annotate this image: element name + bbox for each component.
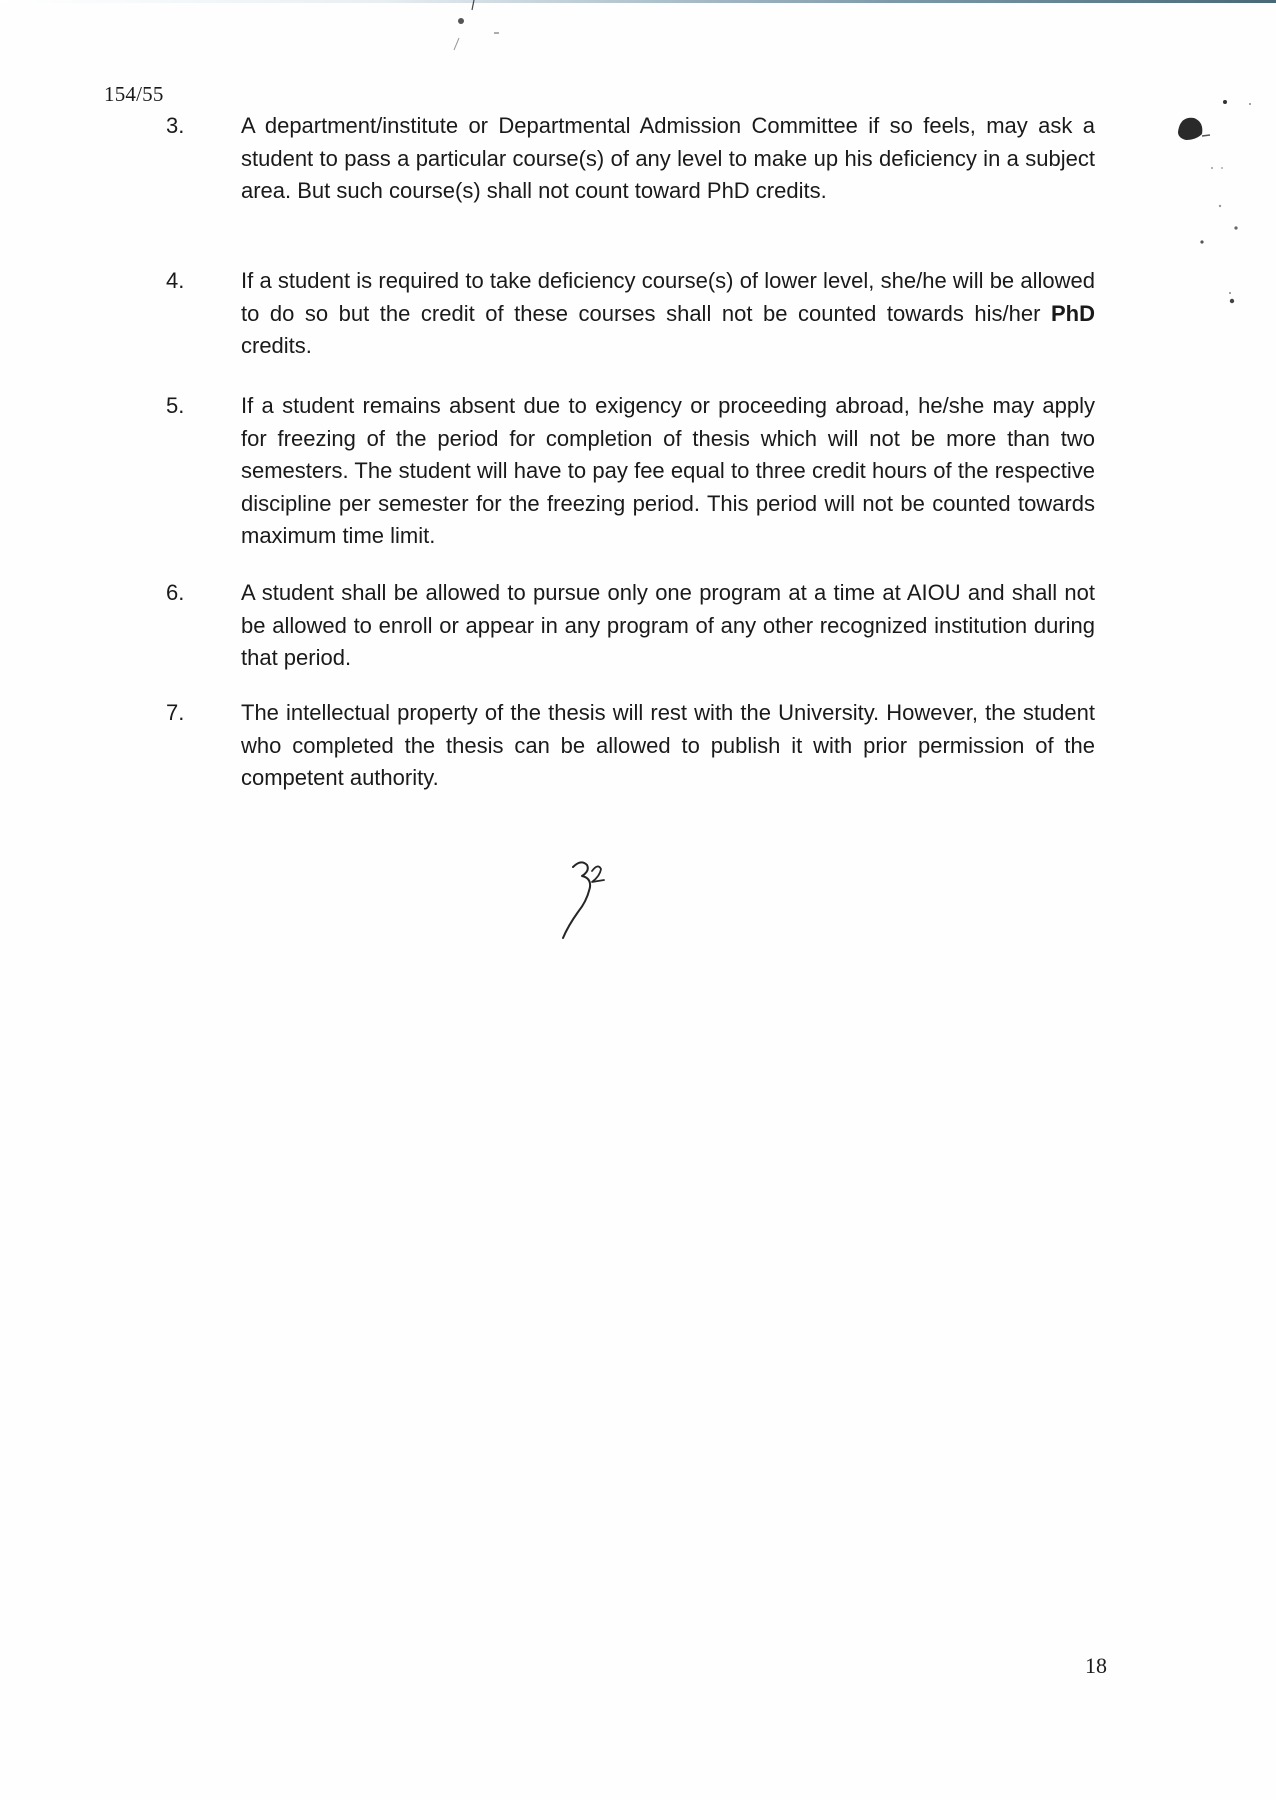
- clause-number: 5.: [166, 393, 185, 418]
- clause-text-start: If a student is required to take deficiency course(s) of lower level, she/he will be allowed to do so but the credit of these courses shall not be counted towards his/her: [241, 268, 1095, 326]
- punch-hole-mark: [1170, 80, 1270, 320]
- clause-text: If a student remains absent due to exigency or proceeding abroad, he/she may apply for freezing of the period for completion of thesis which will not be more than two semesters. The student will have to pay fee equal to three credit hours of the respective discipline per semester for the freezing period. This period will not be counted towards maximum time limit.: [241, 393, 1095, 548]
- clause-number: 7.: [166, 700, 185, 725]
- clause-text: A student shall be allowed to pursue only one program at a time at AIOU and shall not be allowed to enroll or appear in any program of any other recognized institution during that period.: [241, 580, 1095, 670]
- clause-text: [241, 265, 1095, 363]
- clause-text: A department/institute or Departmental Admission Committee if so feels, may ask a student to pass a particular course(s) of any level to make up his deficiency in a subject area. But such course(s) shall not count toward PhD credits.: [241, 113, 1095, 203]
- page-number: 18: [1085, 1653, 1107, 1678]
- clause-text: The intellectual property of the thesis will rest with the University. However, the student who completed the thesis can be allowed to publish it with prior permission of the competent authority.: [241, 700, 1095, 790]
- phd-emphasis: PhD: [1051, 300, 1095, 326]
- handwritten-initials: [556, 858, 626, 943]
- reference-number: 154/55: [104, 82, 164, 106]
- clause-text-end: credits.: [241, 333, 312, 358]
- clause-number: 6.: [166, 580, 185, 605]
- clause-number: 4.: [166, 268, 185, 293]
- scan-speck-top: [448, 0, 508, 60]
- clause-number: 3.: [166, 113, 185, 138]
- scan-top-edge: [0, 0, 1276, 3]
